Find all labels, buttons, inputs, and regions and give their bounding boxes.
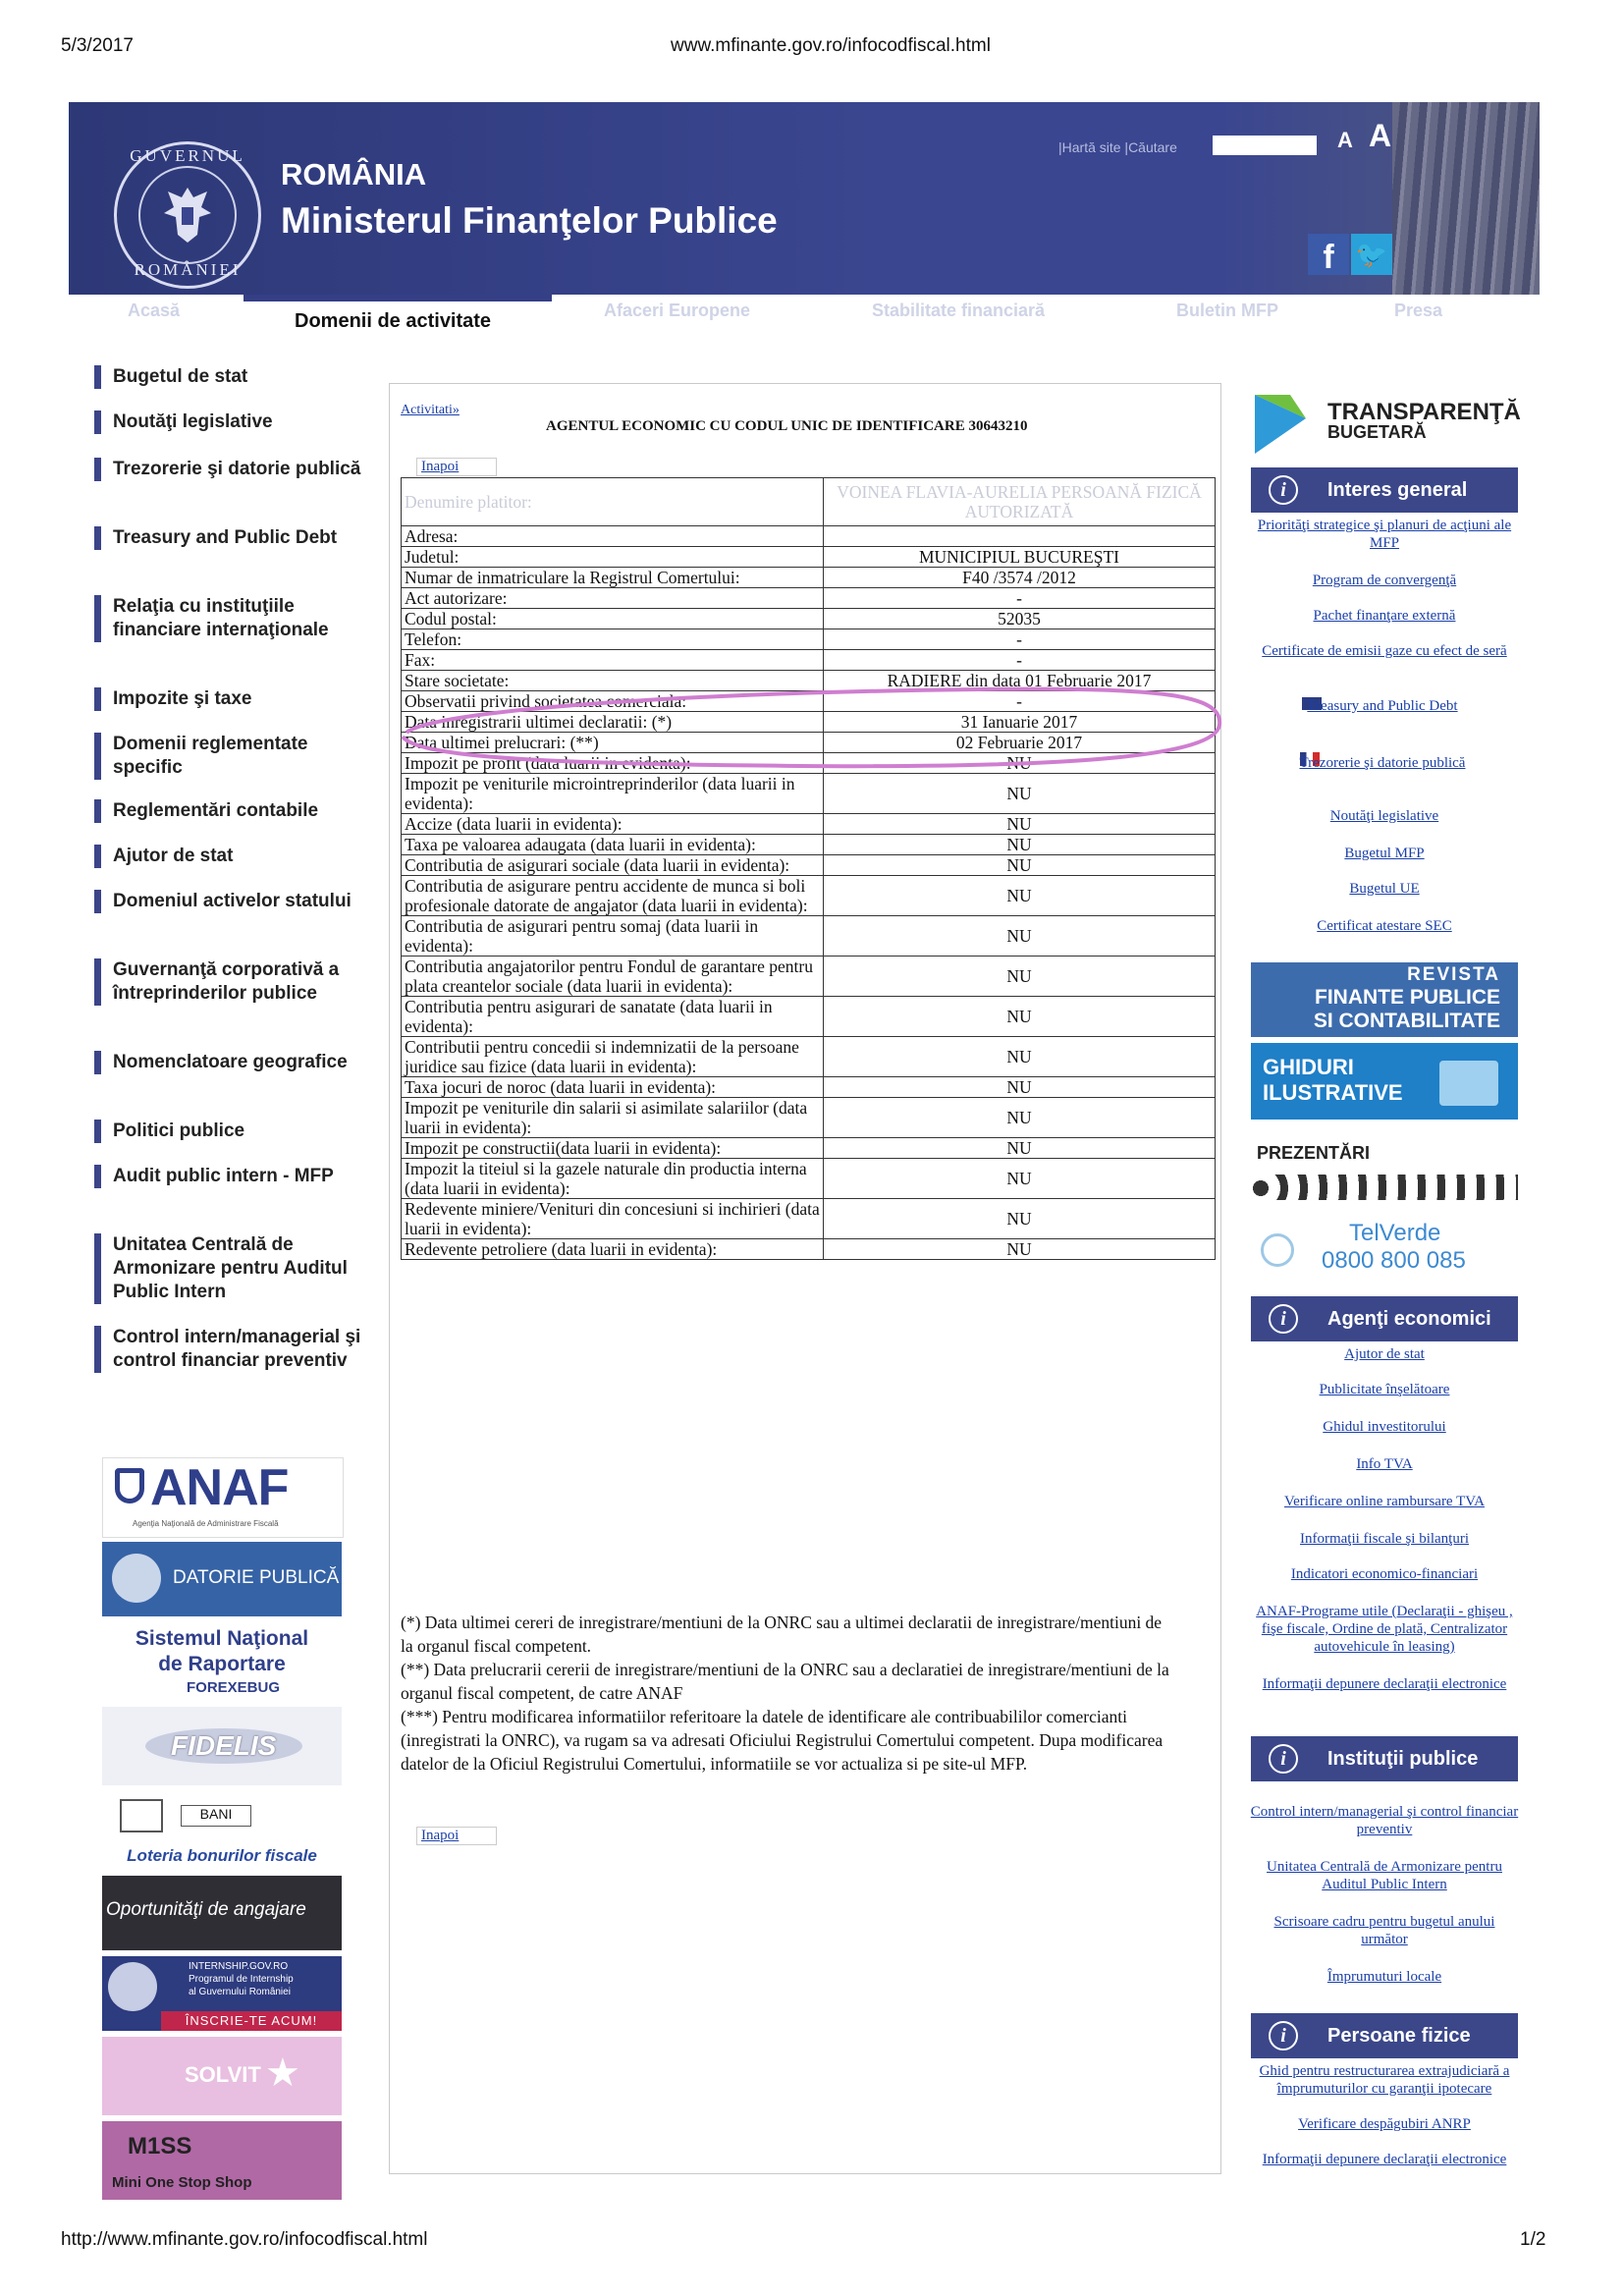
nav-stabilitate[interactable]: Stabilitate financiară <box>872 301 1046 320</box>
datorie-text: DATORIE PUBLICĂ <box>173 1567 340 1588</box>
row-label: Codul postal: <box>402 609 824 629</box>
table-row <box>402 876 1216 916</box>
intern-text-3: al Guvernului României <box>189 1987 291 1997</box>
table-row <box>402 1239 1216 1260</box>
government-seal-icon[interactable] <box>114 141 261 289</box>
row-label: Impozit pe veniturile din salarii si asimilate salariilor (data luarii in evidenta): <box>402 1098 824 1138</box>
right-link[interactable]: Program de convergenţă <box>1312 573 1457 588</box>
row-value: - <box>824 588 1216 609</box>
table-row <box>402 1199 1216 1239</box>
row-label: Contributia de asigurari sociale (data luarii in evidenta): <box>402 855 824 876</box>
table-row <box>402 997 1216 1037</box>
section-title: Instituţii publice <box>1327 1748 1479 1770</box>
row-label: Denumire platitor: <box>402 478 824 526</box>
shield-icon <box>115 1468 144 1503</box>
row-value: NU <box>824 1159 1216 1199</box>
breadcrumb[interactable]: Activitati» <box>401 403 460 417</box>
right-link[interactable]: Control intern/managerial şi control financiar preventiv <box>1250 1804 1519 1837</box>
solvit-banner[interactable] <box>102 2037 342 2115</box>
back-button-top[interactable]: Inapoi <box>416 458 497 476</box>
row-label: Taxa pe valoarea adaugata (data luarii in evidenta): <box>402 835 824 855</box>
nav-buletin[interactable]: Buletin MFP <box>1176 301 1278 320</box>
cash-register-icon <box>120 1799 163 1832</box>
info-icon: i <box>1269 1744 1298 1774</box>
phone-icon <box>1261 1233 1294 1267</box>
row-value: - <box>824 629 1216 650</box>
print-url: www.mfinante.gov.ro/infocodfiscal.html <box>671 35 991 56</box>
table-row <box>402 650 1216 671</box>
right-link[interactable]: ANAF-Programe utile (Declaraţii - ghişeu , fişe fiscale, Ordine de plată, Centralizator autovehicule în leasing) <box>1256 1604 1513 1655</box>
twitter-icon[interactable]: 🐦 <box>1351 234 1392 275</box>
highlight-ellipse <box>389 674 1233 776</box>
table-row <box>402 814 1216 835</box>
anaf-logo-text: ANAF <box>150 1459 289 1516</box>
row-value <box>824 526 1216 547</box>
row-value: NU <box>824 855 1216 876</box>
row-label: Contributia de asigurare pentru accidente de munca si boli profesionale datorate de angajator (data luarii in evidenta): <box>402 876 824 916</box>
loteria-text: Loteria bonurilor fiscale <box>127 1846 317 1865</box>
row-label: Observatii privind societatea comerciala: <box>402 691 824 712</box>
moss-subtitle: Mini One Stop Shop <box>112 2174 252 2191</box>
header-photo <box>1392 102 1540 295</box>
info-icon: i <box>1269 1304 1298 1334</box>
moss-text: M1SS <box>128 2133 192 2159</box>
footnotes <box>401 1611 1176 1776</box>
row-value: NU <box>824 835 1216 855</box>
audience-icon <box>1251 1175 1518 1200</box>
row-value: NU <box>824 957 1216 997</box>
book-icon <box>1439 1061 1498 1106</box>
left-menu-item[interactable]: Relaţia cu instituţiile financiare internaţionale <box>94 595 370 642</box>
row-value: NU <box>824 997 1216 1037</box>
row-value: 02 Februarie 2017 <box>824 733 1216 753</box>
row-value: RADIERE din data 01 Februarie 2017 <box>824 671 1216 691</box>
footnote-2: (**) Data prelucrarii cererii de inregistrare/mentiuni de la ONRC sau a declaratiei de inregistrare/mentiuni de la organul fiscal competent, de catre ANAF <box>401 1660 1169 1703</box>
right-link[interactable]: Verificare online rambursare TVA <box>1284 1494 1485 1509</box>
row-label: Stare societate: <box>402 671 824 691</box>
anaf-subtitle: Agenţia Naţională de Administrare Fiscală <box>133 1519 279 1528</box>
nav-domenii[interactable]: Domenii de activitate <box>295 310 492 332</box>
eagle-icon <box>158 184 217 246</box>
nav-presa[interactable]: Presa <box>1394 301 1443 320</box>
print-footer-url: http://www.mfinante.gov.ro/infocodfiscal.html <box>61 2229 428 2250</box>
row-value: F40 /3574 /2012 <box>824 568 1216 588</box>
forexebug-text: FOREXEBUG <box>187 1679 281 1696</box>
font-increase-button[interactable]: A <box>1369 118 1392 153</box>
table-row <box>402 588 1216 609</box>
nav-home[interactable]: Acasă <box>128 301 181 320</box>
row-label: Adresa: <box>402 526 824 547</box>
right-link[interactable]: Certificat atestare SEC <box>1317 918 1452 934</box>
right-link[interactable]: Priorităţi strategice şi planuri de acţiuni ale MFP <box>1257 518 1512 551</box>
right-link[interactable]: Noutăţi legislative <box>1329 808 1439 824</box>
row-label: Impozit pe constructii(data luarii in evidenta): <box>402 1138 824 1159</box>
row-label: Act autorizare: <box>402 588 824 609</box>
row-label: Contributia de asigurari pentru somaj (data luarii in evidenta): <box>402 916 824 957</box>
fidelis-banner[interactable] <box>102 1707 342 1785</box>
right-link[interactable]: Indicatori economico-financiari <box>1290 1566 1479 1582</box>
transparenta-banner[interactable] <box>1251 389 1521 460</box>
table-row <box>402 1138 1216 1159</box>
fidelis-text: FIDELIS <box>171 1730 277 1761</box>
table-row <box>402 1037 1216 1077</box>
table-row <box>402 855 1216 876</box>
row-value: - <box>824 650 1216 671</box>
row-label: Data ultimei prelucrari: (**) <box>402 733 824 753</box>
top-links[interactable]: |Hartă site |Căutare <box>1058 139 1177 155</box>
left-menu-item[interactable]: Ajutor de stat <box>94 845 370 868</box>
left-menu-item[interactable]: Domenii reglementate specific <box>94 733 370 780</box>
page-heading: AGENTUL ECONOMIC CU CODUL UNIC DE IDENTIFICARE 30643210 <box>546 418 1028 434</box>
row-label: Numar de inmatriculare la Registrul Comertului: <box>402 568 824 588</box>
table-row <box>402 1159 1216 1199</box>
sistem-text-1: Sistemul Naţional <box>135 1627 309 1650</box>
right-link[interactable]: Pachet finanţare externă <box>1313 608 1456 624</box>
telverde-number: 0800 800 085 <box>1322 1247 1466 1274</box>
right-link[interactable]: Certificate de emisii gaze cu efect de seră <box>1262 643 1507 659</box>
left-menu-item[interactable]: Guvernanţă corporativă a întreprinderilor publice <box>94 958 370 1006</box>
left-menu-item[interactable]: Noutăţi legislative <box>94 410 370 434</box>
row-value: NU <box>824 1239 1216 1260</box>
table-row <box>402 609 1216 629</box>
table-row <box>402 1098 1216 1138</box>
section-title: Agenţi economici <box>1327 1308 1491 1330</box>
row-value: VOINEA FLAVIA-AURELIA PERSOANĂ FIZICĂ AUTORIZATĂ <box>824 478 1216 526</box>
section-header-institutii <box>1251 1736 1518 1781</box>
table-row <box>402 526 1216 547</box>
right-link[interactable]: Bugetul UE <box>1349 881 1420 897</box>
left-menu-item[interactable]: Impozite şi taxe <box>94 687 370 711</box>
row-label: Accize (data luarii in evidenta): <box>402 814 824 835</box>
row-label: Redevente miniere/Venituri din concesiuni si inchirieri (data luarii in evidenta): <box>402 1199 824 1239</box>
search-input[interactable] <box>1213 136 1317 155</box>
transparenta-text: TRANSPARENŢĂ <box>1327 399 1521 425</box>
right-link[interactable]: Ghidul investitorului <box>1323 1419 1446 1435</box>
table-row <box>402 568 1216 588</box>
telverde-text: TelVerde <box>1349 1220 1441 1246</box>
right-link[interactable]: Unitatea Centrală de Armonizare pentru Auditul Public Intern <box>1267 1859 1502 1892</box>
right-link[interactable]: Împrumuturi locale <box>1326 1969 1442 1985</box>
row-label: Contributia angajatorilor pentru Fondul de garantare pentru plata creantelor sociale (data luarii in evidenta): <box>402 957 824 997</box>
anaf-banner[interactable] <box>102 1457 344 1538</box>
right-link[interactable]: Treasury and Public Debt <box>1307 698 1458 714</box>
row-label: Data inregistrarii ultimei declaratii: (*) <box>402 712 824 733</box>
row-value: NU <box>824 1077 1216 1098</box>
intern-text-2: Programul de Internship <box>189 1974 294 1985</box>
transparenta-logo-icon <box>1251 389 1312 460</box>
back-button-bottom[interactable]: Inapoi <box>416 1827 497 1845</box>
company-info-table <box>401 477 1216 1260</box>
ministry-title[interactable]: Ministerul Finanţelor Publice <box>281 200 778 241</box>
section-title: Interes general <box>1327 479 1468 501</box>
nav-active-indicator <box>244 295 552 301</box>
table-row <box>402 547 1216 568</box>
right-link[interactable]: Ajutor de stat <box>1344 1346 1425 1362</box>
row-label: Contributia pentru asigurari de sanatate (data luarii in evidenta): <box>402 997 824 1037</box>
row-label: Impozit pe veniturile microintreprinderilor (data luarii in evidenta): <box>402 774 824 814</box>
row-label: Impozit pe profit (data luarii in evidenta): <box>402 753 824 774</box>
bugetara-text: BUGETARĂ <box>1327 422 1427 442</box>
moss-banner[interactable] <box>102 2121 342 2200</box>
row-label: Judetul: <box>402 547 824 568</box>
prezentari-banner[interactable] <box>1251 1127 1518 1206</box>
section-header-interes <box>1251 467 1518 513</box>
row-label: Taxa jocuri de noroc (data luarii in evidenta): <box>402 1077 824 1098</box>
section-header-agenti <box>1251 1296 1518 1341</box>
intern-cta[interactable]: ÎNSCRIE-TE ACUM! <box>161 2011 342 2031</box>
row-value: 31 Ianuarie 2017 <box>824 712 1216 733</box>
prezentari-text: PREZENTĂRI <box>1257 1143 1371 1163</box>
table-row <box>402 957 1216 997</box>
loteria-banner[interactable] <box>102 1791 342 1870</box>
left-menu-item[interactable]: Nomenclatoare geografice <box>94 1051 370 1074</box>
seal-text-top: GUVERNUL <box>130 146 245 165</box>
sistem-text-2: de Raportare <box>158 1653 286 1675</box>
right-link[interactable]: Informaţii depunere declaraţii electronice <box>1262 1676 1507 1692</box>
right-link[interactable]: Scrisoare cadru pentru bugetul anului următor <box>1273 1914 1495 1947</box>
left-menu-item[interactable]: Reglementări contabile <box>94 799 370 823</box>
row-value: NU <box>824 753 1216 774</box>
row-value: 52035 <box>824 609 1216 629</box>
ghiduri-banner[interactable] <box>1251 1043 1518 1120</box>
telverde-banner[interactable] <box>1251 1214 1518 1288</box>
row-value: NU <box>824 774 1216 814</box>
row-label: Impozit la titeiul si la gazele naturale din productia interna (data luarii in evidenta): <box>402 1159 824 1199</box>
info-icon: i <box>1269 475 1298 505</box>
row-label: Contributii pentru concedii si indemnizatii de la persoane juridice sau fizice (data luarii in evidenta): <box>402 1037 824 1077</box>
row-value: NU <box>824 1199 1216 1239</box>
ghiduri-text-1: GHIDURI <box>1263 1055 1354 1079</box>
row-value: NU <box>824 1037 1216 1077</box>
table-row <box>402 916 1216 957</box>
row-value: MUNICIPIUL BUCUREŞTI <box>824 547 1216 568</box>
seal-icon <box>108 1962 157 2011</box>
right-link[interactable]: Informaţii fiscale şi bilanţuri <box>1299 1531 1470 1547</box>
solvit-text: SOLVIT <box>185 2062 261 2087</box>
section-header-persoane <box>1251 2013 1518 2058</box>
row-value: NU <box>824 814 1216 835</box>
right-link[interactable]: Publicitate înşelătoare <box>1319 1382 1450 1397</box>
facebook-icon[interactable]: f <box>1308 234 1349 275</box>
row-value: NU <box>824 916 1216 957</box>
right-link[interactable]: Info TVA <box>1356 1456 1413 1472</box>
revista-banner[interactable] <box>1251 962 1518 1037</box>
footnote-3: (***) Pentru modificarea informatiilor referitoare la datele de identificare ale contribuabililor comercianti (inregistrati la ONRC), va rugam sa va adresati Oficiului Registrului Comertului competent. Dupa modificarea datelor de la Oficiul Registrului Comertului, informatiile se vor actualiza si pe site-ul MFP. <box>401 1707 1164 1774</box>
row-value: NU <box>824 876 1216 916</box>
ghiduri-text-2: ILUSTRATIVE <box>1263 1080 1403 1105</box>
left-menu-item[interactable]: Domeniul activelor statului <box>94 890 370 913</box>
left-menu-item[interactable]: Audit public intern - MFP <box>94 1165 370 1188</box>
left-menu-item[interactable]: Trezorerie şi datorie publică <box>94 458 370 481</box>
right-link[interactable]: Ghid pentru restructurarea extrajudiciară a împrumuturilor cu garanţii ipotecare <box>1259 2063 1510 2097</box>
revista-text-1: REVISTA <box>1407 964 1500 985</box>
row-label: Telefon: <box>402 629 824 650</box>
left-menu-item[interactable]: Treasury and Public Debt <box>94 526 370 550</box>
right-link[interactable]: Informaţii depunere declaraţii electronice <box>1262 2152 1507 2167</box>
left-menu-item[interactable]: Unitatea Centrală de Armonizare pentru Auditul Public Intern <box>94 1233 370 1304</box>
left-menu-item[interactable]: Control intern/managerial şi control financiar preventiv <box>94 1326 370 1373</box>
site-header-banner <box>69 102 1540 295</box>
oportunitati-banner[interactable] <box>102 1876 342 1950</box>
row-value: - <box>824 691 1216 712</box>
seal-icon <box>112 1554 161 1603</box>
right-link[interactable]: Verificare despăgubiri ANRP <box>1298 2116 1471 2132</box>
star-icon: ★ <box>265 2051 300 2095</box>
datorie-publica-banner[interactable] <box>102 1542 342 1616</box>
section-title: Persoane fizice <box>1327 2025 1471 2047</box>
row-label: Fax: <box>402 650 824 671</box>
row-value: NU <box>824 1138 1216 1159</box>
right-link[interactable]: Bugetul MFP <box>1344 846 1425 861</box>
seal-text-bottom: ROMÂNIEI <box>134 260 242 279</box>
revista-text-2: FINANTE PUBLICE <box>1315 986 1500 1009</box>
print-page-number: 1/2 <box>1520 2229 1546 2250</box>
bani-text: BANI <box>181 1805 251 1827</box>
row-value: NU <box>824 1098 1216 1138</box>
left-menu-item[interactable]: Politici publice <box>94 1120 370 1143</box>
table-row <box>402 774 1216 814</box>
table-row <box>402 478 1216 526</box>
footnote-1: (*) Data ultimei cereri de inregistrare/mentiuni de la ONRC sau a ultimei declaratii de inregistrare/mentiuni de la organul fiscal competent. <box>401 1613 1163 1656</box>
left-menu-item[interactable]: Bugetul de stat <box>94 365 370 389</box>
table-row <box>402 629 1216 650</box>
info-icon: i <box>1269 2021 1298 2050</box>
table-row <box>402 835 1216 855</box>
forexebug-banner[interactable] <box>102 1622 342 1701</box>
revista-text-3: SI CONTABILITATE <box>1313 1010 1500 1032</box>
table-row <box>402 1077 1216 1098</box>
print-date: 5/3/2017 <box>61 35 134 56</box>
oportunitati-text: Oportunităţi de angajare <box>106 1899 306 1920</box>
right-link[interactable]: Trezorerie şi datorie publică <box>1299 755 1466 771</box>
country-title: ROMÂNIA <box>281 157 427 191</box>
nav-afaceri[interactable]: Afaceri Europene <box>604 301 751 320</box>
font-decrease-button[interactable]: A <box>1337 128 1353 152</box>
row-label: Redevente petroliere (data luarii in evidenta): <box>402 1239 824 1260</box>
internship-banner[interactable] <box>102 1956 342 2031</box>
intern-text-1: INTERNSHIP.GOV.RO <box>189 1961 289 1972</box>
